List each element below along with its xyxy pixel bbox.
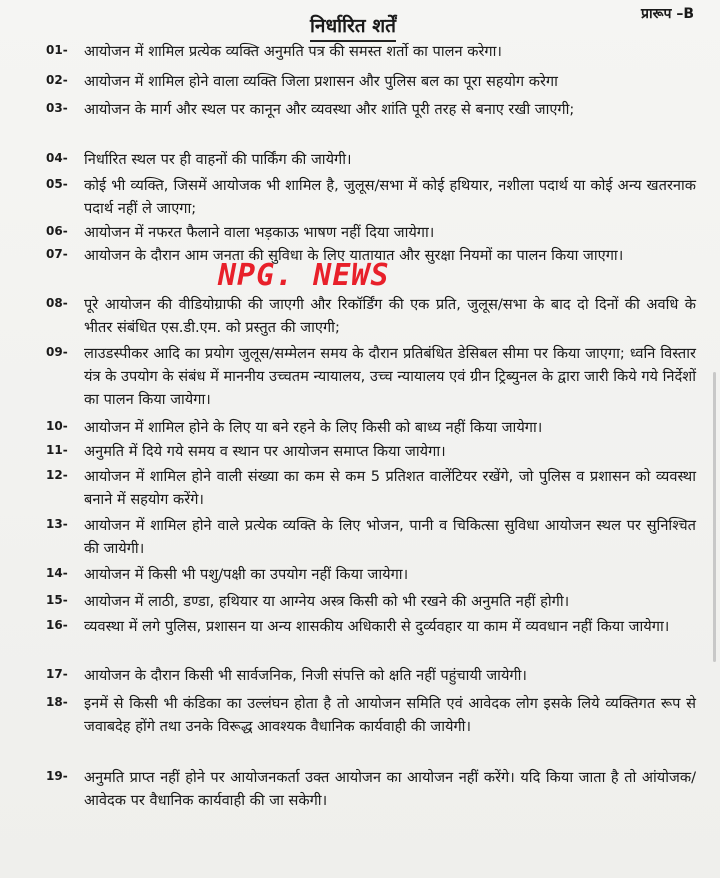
clause-text: आयोजन के मार्ग और स्थल पर कानून और व्यवस्था और शांति पूरी तरह से बनाए रखी जाएगी; bbox=[84, 101, 575, 118]
clause-number: 11- bbox=[46, 443, 68, 457]
clause-number: 03- bbox=[46, 101, 68, 115]
clause-text: अनुमति प्राप्त नहीं होने पर आयोजनकर्ता उक्त आयोजन का आयोजन नहीं करेंगे। यदि किया जाता है तो आंयोजक/आवेदक पर वैधानिक कार्यवाही की जा सकेगी। bbox=[84, 769, 696, 809]
clause-text: आयोजन में शामिल होने वाले प्रत्येक व्यक्ति के लिए भोजन, पानी व चिकित्सा सुविधा आयोजन स्थल पर सुनिश्चित की जायेगी। bbox=[84, 517, 696, 557]
clause-text: लाउडस्पीकर आदि का प्रयोग जुलूस/सम्मेलन समय के दौरान प्रतिबंधित डेसिबल सीमा पर किया जाएगा; ध्वनि विस्तार यंत्र के उपयोग के संबंध में माननीय उच्चतम न्यायालय, उच्च न्यायालय एवं ग्रीन ट्रिब्युनल के द्वारा जारी किये गये निर्देशों का पालन किया जायेगा। bbox=[84, 345, 696, 408]
clause-number: 08- bbox=[46, 296, 68, 310]
clause-text: आयोजन में शामिल होने वाला व्यक्ति जिला प्रशासन और पुलिस बल का पूरा सहयोग करेगा bbox=[84, 73, 558, 90]
clause-number: 06- bbox=[46, 224, 68, 238]
clause-number: 18- bbox=[46, 695, 68, 709]
clause-text: आयोजन में नफरत फैलाने वाला भड़काऊ भाषण नहीं दिया जायेगा। bbox=[84, 224, 435, 241]
clause-text: आयोजन में शामिल होने वाली संख्या का कम से कम 5 प्रतिशत वालेंटियर रखेंगे, जो पुलिस व प्रशासन को व्यवस्था बनाने में सहयोग करेंगे। bbox=[84, 468, 696, 508]
clause-number: 17- bbox=[46, 667, 68, 681]
clause-number: 12- bbox=[46, 468, 68, 482]
clause-text: आयोजन में शामिल होने के लिए या बने रहने के लिए किसी को बाध्य नहीं किया जायेगा। bbox=[84, 419, 543, 436]
clause-number: 01- bbox=[46, 43, 68, 57]
clause-text: व्यवस्था में लगे पुलिस, प्रशासन या अन्य शासकीय अधिकारी से दुर्व्यवहार या काम में व्यवधान नहीं किया जायेगा। bbox=[84, 618, 670, 635]
scrollbar[interactable] bbox=[713, 372, 716, 662]
watermark: NPG. NEWS bbox=[218, 258, 390, 293]
clause-text: आयोजन के दौरान आम जनता की सुविधा के लिए यातायात और सुरक्षा नियमों का पालन किया जाएगा। bbox=[84, 247, 624, 264]
clause-number: 10- bbox=[46, 419, 68, 433]
clause-number: 07- bbox=[46, 247, 68, 261]
clause-text: इनमें से किसी भी कंडिका का उल्लंघन होता है तो आयोजन समिति एवं आवेदक लोग इसके लिये व्यक्तिगत रूप से जवाबदेह होंगे तथा उनके विरूद्ध आवश्यक वैधानिक कार्यवाही की जायेगी। bbox=[84, 695, 696, 735]
clause-number: 05- bbox=[46, 177, 68, 191]
clause-number: 04- bbox=[46, 151, 68, 165]
form-label: प्रारूप –B bbox=[641, 6, 694, 22]
clause-number: 16- bbox=[46, 618, 68, 632]
clause-number: 14- bbox=[46, 566, 68, 580]
clause-number: 19- bbox=[46, 769, 68, 783]
clause-number: 02- bbox=[46, 73, 68, 87]
clause-text: आयोजन में किसी भी पशु/पक्षी का उपयोग नहीं किया जायेगा। bbox=[84, 566, 409, 583]
clause-text: आयोजन में शामिल प्रत्येक व्यक्ति अनुमति पत्र की समस्त शर्तो का पालन करेगा। bbox=[84, 43, 502, 60]
clause-number: 15- bbox=[46, 593, 68, 607]
clause-text: कोई भी व्यक्ति, जिसमें आयोजक भी शामिल है, जुलूस/सभा में कोई हथियार, नशीला पदार्थ या कोई अन्य खतरनाक पदार्थ नहीं ले जाएगा; bbox=[84, 177, 696, 217]
clause-number: 09- bbox=[46, 345, 68, 359]
clause-text: पूरे आयोजन की वीडियोग्राफी की जाएगी और रिकॉर्डिंग की एक प्रति, जुलूस/सभा के बाद दो दिनों की अवधि के भीतर संबंधित एस.डी.एम. को प्रस्तुत की जाएगी; bbox=[84, 296, 696, 336]
page-title: निर्धारित शर्तें bbox=[310, 12, 396, 42]
clause-text: आयोजन में लाठी, डण्डा, हथियार या आग्नेय अस्त्र किसी को भी रखने की अनुमति नहीं होगी। bbox=[84, 593, 570, 610]
clause-text: अनुमति में दिये गये समय व स्थान पर आयोजन समाप्त किया जायेगा। bbox=[84, 443, 446, 460]
clause-number: 13- bbox=[46, 517, 68, 531]
clause-text: आयोजन के दौरान किसी भी सार्वजनिक, निजी संपत्ति को क्षति नहीं पहुंचायी जायेगी। bbox=[84, 667, 527, 684]
clause-text: निर्धारित स्थल पर ही वाहनों की पार्किंग की जायेगी। bbox=[84, 151, 352, 168]
